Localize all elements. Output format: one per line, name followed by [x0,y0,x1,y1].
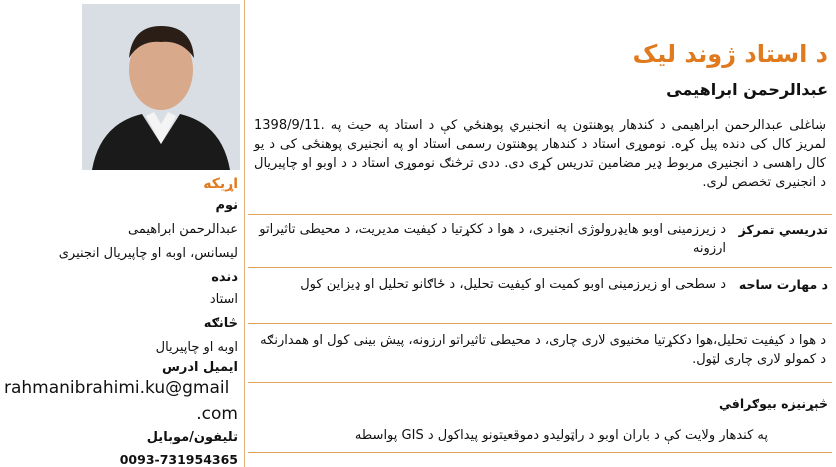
contact-heading: اړیکه [203,176,238,192]
page-title: د استاد ژوند لیک [632,40,828,68]
divider [248,267,832,268]
name-label: نوم [215,198,238,213]
job-value: استاد [209,292,238,307]
contact-panel [0,172,242,467]
department-value: اوبه او چاپیریال [155,340,238,355]
skill-area-text: د سطحی او زیرزمینی اوبو کمیت او کیفیت تحلیل، د ځاګانو تحلیل او ډیزاین کول [300,277,726,292]
divider [248,382,832,383]
main-content [248,0,832,467]
profile-photo [82,4,240,170]
skill-area-text-continued: د هوا د کیفیت تحلیل،هوا دککړتیا مخنیوی لاری چاری، د محیطی تاثیراتو ارزونه، پیش بینی کول او همدارنګه د کمولو لاری چاری لټول. [260,333,826,367]
biography-text: ښاغلی عبدالرحمن ابراهیمی د کندهار پوهنتون په انجنیري پوهنځي کې د استاد په حیث په .1398/9/11 لمریز کال کی دنده پیل کړه. نوموړی استاد د کندهار پوهنتون رسمی استاد او په انجنیری پوهنځی کی د یو کال راهسی د انجنیری مربوط ډیر مضامین تدریس کړی دی. ددی ترڅنګ نوموړی استاد د د اوبو او چاپیریال د انجنیری تخصص لری. [254,118,826,190]
degree-value: لیسانس، اوبه او چاپیریال انجنیری [58,246,238,261]
name-value: عبدالرحمن ابراهیمی [128,222,238,237]
teaching-focus-text: د زیرزمینی اوبو هایډرولوژی انجنیری، د هوا د ککړتیا د کیفیت مدیریت، د محیطی تاثیراتو ارزونه [259,222,726,256]
email-label: ایمیل ادرس [161,360,238,375]
job-label: دنده [211,270,238,285]
teaching-focus-label: تدریسي تمرکز [738,222,828,237]
column-divider [244,0,245,467]
teacher-name: عبدالرحمن ابراهیمی [666,80,828,99]
divider [248,323,832,324]
phone-label: تلیفون/موبایل [146,430,238,445]
research-biography-label: څېړنیزه بیوګرافي [719,396,828,411]
email-value-line1[interactable]: rahmanibrahimi.ku@gmail [4,378,230,398]
person-silhouette-icon [82,4,240,170]
email-value-line2[interactable]: .com [196,404,238,424]
skill-area-label: د مهارت ساحه [738,277,828,292]
phone-value: 0093-731954365 [119,452,238,467]
department-label: څانګه [203,316,238,331]
divider [248,452,832,453]
divider [248,214,832,215]
research-biography-text: په کندهار ولایت کې د باران اوبو د راټولیدو دموقعیتونو پیداکول د GIS پواسطه [354,428,768,443]
